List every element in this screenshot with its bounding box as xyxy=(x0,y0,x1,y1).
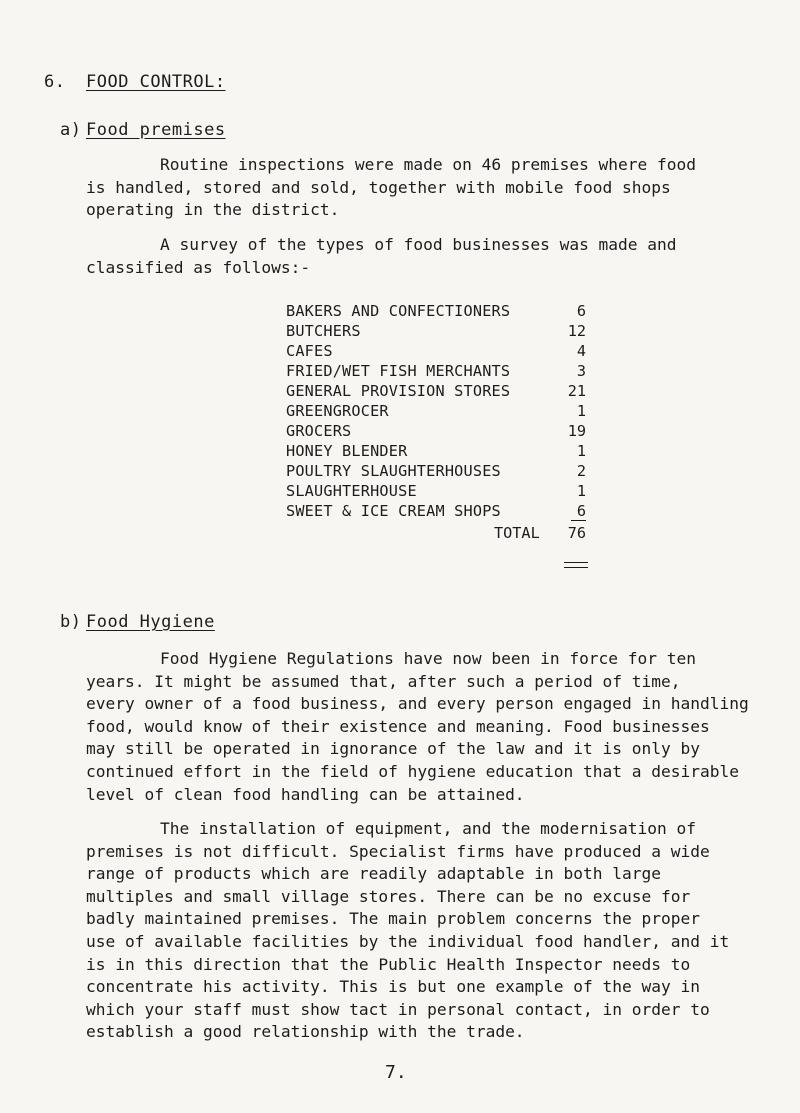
row-label: GREENGROCER xyxy=(286,402,389,420)
total-label: TOTAL xyxy=(494,524,540,542)
text-line: The installation of equipment, and the modernisation of xyxy=(160,819,697,838)
text-line: is handled, stored and sold, together with mobile food shops xyxy=(86,177,671,197)
paragraph-b1 xyxy=(86,648,776,806)
table-row xyxy=(286,422,586,442)
subsection-a-letter: a) xyxy=(60,120,82,140)
paragraph-a2 xyxy=(86,234,776,279)
text-line: years. It might be assumed that, after such a period of time, xyxy=(86,671,681,691)
text-line: establish a good relationship with the trade. xyxy=(86,1022,525,1042)
text-line: multiples and small village stores. There can be no excuse for xyxy=(86,886,691,906)
table-row xyxy=(286,302,586,322)
text-line: Food Hygiene Regulations have now been in force for ten xyxy=(160,649,697,668)
table-row xyxy=(286,362,586,382)
subsection-b-letter: b) xyxy=(60,612,82,632)
row-value: 12 xyxy=(567,322,586,340)
row-label: BUTCHERS xyxy=(286,322,361,340)
text-line: every owner of a food business, and every person engaged in handling xyxy=(86,694,749,714)
text-line: which your staff must show tact in personal contact, in order to xyxy=(86,999,710,1019)
text-line: Routine inspections were made on 46 premises where food xyxy=(160,155,697,174)
row-value: 21 xyxy=(567,382,586,400)
table-row xyxy=(286,342,586,362)
text-line: premises is not difficult. Specialist firms have produced a wide xyxy=(86,841,710,861)
paragraph-a1 xyxy=(86,154,776,222)
row-label: CAFES xyxy=(286,342,333,360)
row-value: 3 xyxy=(576,362,586,380)
text-line: is in this direction that the Public Health Inspector needs to xyxy=(86,954,691,974)
text-line: badly maintained premises. The main problem concerns the proper xyxy=(86,909,700,929)
row-value: 4 xyxy=(576,342,586,360)
row-value: 1 xyxy=(576,482,586,500)
row-label: HONEY BLENDER xyxy=(286,442,408,460)
table-row xyxy=(286,462,586,482)
row-value: 19 xyxy=(567,422,586,440)
table-row xyxy=(286,382,586,402)
text-line: concentrate his activity. This is but one example of the way in xyxy=(86,977,700,997)
row-label: SWEET & ICE CREAM SHOPS xyxy=(286,502,501,520)
row-value: 2 xyxy=(576,462,586,480)
text-line: use of available facilities by the individual food handler, and it xyxy=(86,931,730,951)
text-line: continued effort in the field of hygiene education that a desirable xyxy=(86,761,739,781)
table-row xyxy=(286,442,586,462)
page-number: 7. xyxy=(385,1062,407,1083)
text-line: range of products which are readily adaptable in both large xyxy=(86,864,661,884)
section-number: 6. xyxy=(44,72,66,92)
row-label: GENERAL PROVISION STORES xyxy=(286,382,511,400)
table-row xyxy=(286,402,586,422)
table-row xyxy=(286,502,586,522)
total-double-underline xyxy=(564,562,588,568)
text-line: may still be operated in ignorance of the law and it is only by xyxy=(86,739,700,759)
text-line: food, would know of their existence and meaning. Food businesses xyxy=(86,716,710,736)
table-total-row xyxy=(286,524,586,546)
table-row xyxy=(286,482,586,502)
row-label: POULTRY SLAUGHTERHOUSES xyxy=(286,462,501,480)
table-row xyxy=(286,322,586,342)
text-line: A survey of the types of food businesses was made and xyxy=(160,235,677,254)
row-value: 1 xyxy=(576,442,586,460)
row-value: 6 xyxy=(576,302,586,320)
subsection-b-title: Food Hygiene xyxy=(86,612,215,632)
row-value: 6 xyxy=(571,502,586,521)
row-label: GROCERS xyxy=(286,422,352,440)
row-label: SLAUGHTERHOUSE xyxy=(286,482,417,500)
section-title: FOOD CONTROL: xyxy=(86,72,226,92)
row-label: FRIED/WET FISH MERCHANTS xyxy=(286,362,511,380)
paragraph-b2 xyxy=(86,818,776,1044)
text-line: operating in the district. xyxy=(86,200,340,220)
business-types-table xyxy=(286,302,586,522)
text-line: level of clean food handling can be attained. xyxy=(86,784,525,804)
total-value: 76 xyxy=(567,524,586,542)
text-line: classified as follows:- xyxy=(86,257,311,277)
row-label: BAKERS AND CONFECTIONERS xyxy=(286,302,511,320)
subsection-a-title: Food premises xyxy=(86,120,226,140)
row-value: 1 xyxy=(576,402,586,420)
